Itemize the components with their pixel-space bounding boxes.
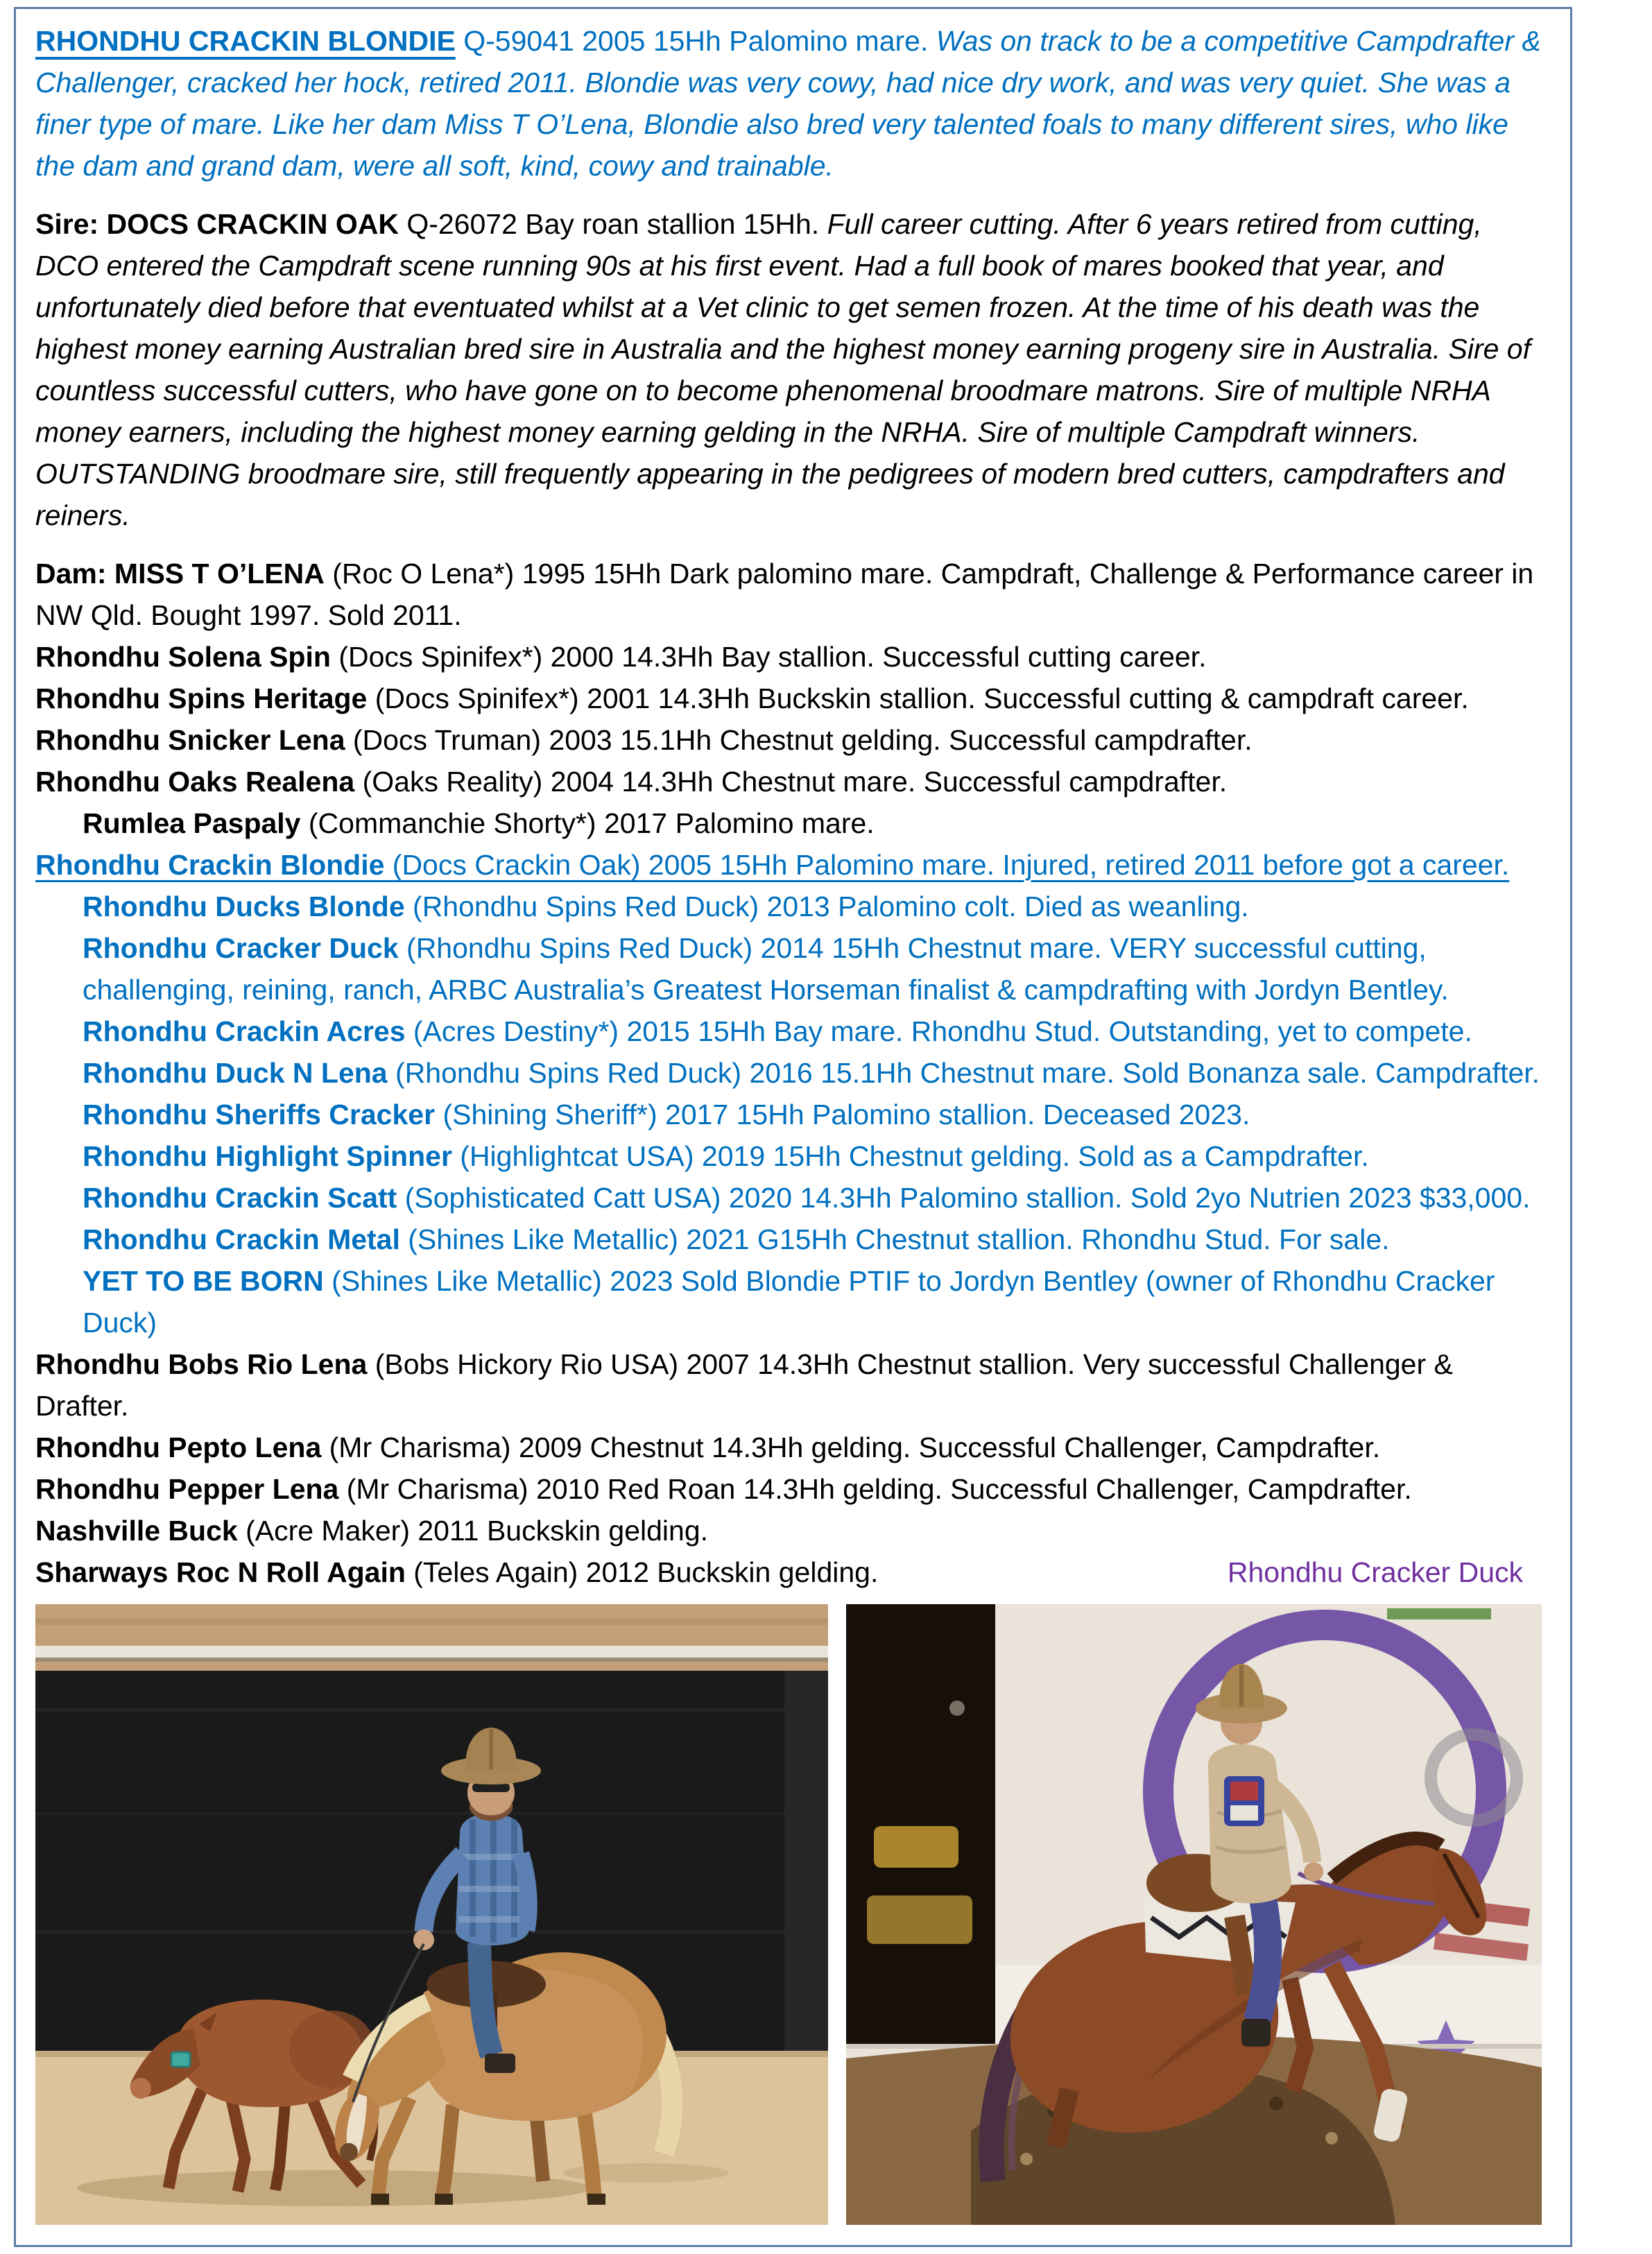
horse-name: Rhondhu Spins Heritage bbox=[35, 682, 368, 714]
pedigree-line bbox=[35, 1551, 878, 1593]
horse-name: Rhondhu Highlight Spinner bbox=[83, 1140, 452, 1172]
pedigree-line bbox=[35, 1010, 1551, 1052]
pedigree-line bbox=[35, 1052, 1551, 1094]
horse-details: (Docs Spinifex*) 2001 14.3Hh Buckskin stallion. Successful cutting & campdraft career. bbox=[367, 682, 1469, 714]
horse-details: (Shines Like Metallic) 2021 G15Hh Chestnut stallion. Rhondhu Stud. For sale. bbox=[399, 1223, 1390, 1255]
pedigree-line bbox=[35, 719, 1551, 761]
horse-name: Rhondhu Bobs Rio Lena bbox=[35, 1348, 368, 1380]
rider-jeans bbox=[1257, 1895, 1268, 2022]
horse-name: Rhondhu Sheriffs Cracker bbox=[83, 1099, 436, 1130]
pedigree-line bbox=[35, 1343, 1551, 1427]
pedigree-line bbox=[35, 1094, 1551, 1135]
photo-cutting-horse bbox=[35, 1604, 828, 2225]
sire-paragraph bbox=[35, 203, 1551, 536]
horse-name: Rhondhu Crackin Blondie bbox=[35, 849, 385, 881]
pedigree-line bbox=[35, 1219, 1551, 1260]
pedigree-line bbox=[35, 1260, 1551, 1343]
pedigree-line bbox=[35, 802, 1551, 844]
horse-name: Rhondhu Pepper Lena bbox=[35, 1473, 339, 1505]
header-description: Was on track to be a competitive Campdrafter & Challenger, cracked her hock, retired 2011. Blondie was very cowy, had nice dry work, and was very quiet. She was a finer type of mare. Like her dam Miss T O’Lena, Blondie also bred very talented foals to many different sires, who like the dam and grand dam, were all soft, kind, cowy and trainable. bbox=[35, 25, 1541, 182]
horse-name: Rhondhu Crackin Scatt bbox=[83, 1182, 397, 1214]
pedigree-line bbox=[35, 761, 1551, 802]
document-page bbox=[14, 7, 1572, 2247]
photo-reining-horse bbox=[846, 1604, 1542, 2225]
horse-details: (Mr Charisma) 2009 Chestnut 14.3Hh gelding. Successful Challenger, Campdrafter. bbox=[321, 1431, 1381, 1463]
horse-name: Rhondhu Solena Spin bbox=[35, 641, 331, 673]
horse-name: Rhondhu Oaks Realena bbox=[35, 766, 355, 798]
reining-photo-illustration bbox=[846, 1604, 1542, 2225]
horse-details: (Shines Like Metallic) 2023 Sold Blondie PTIF to Jordyn Bentley (owner of Rhondhu Cracker Duck) bbox=[83, 1265, 1495, 1339]
horse-name: Rhondhu Cracker Duck bbox=[83, 932, 399, 964]
horse-details: (Commanchie Shorty*) 2017 Palomino mare. bbox=[300, 807, 875, 839]
pedigree-line bbox=[35, 1427, 1551, 1468]
horse-name: Rumlea Paspaly bbox=[83, 807, 301, 839]
horse-details: (Highlightcat USA) 2019 15Hh Chestnut gelding. Sold as a Campdrafter. bbox=[451, 1140, 1369, 1172]
horse-details: (Rhondhu Spins Red Duck) 2014 15Hh Chestnut mare. VERY successful cutting, challenging, reining, ranch, ARBC Australia’s Greatest Horseman finalist & campdrafting with Jordyn Bentley. bbox=[83, 932, 1449, 1006]
horse-name: Rhondhu Crackin Metal bbox=[83, 1223, 400, 1255]
pedigree-line bbox=[35, 1135, 1551, 1177]
horse-name: Dam: MISS T O’LENA bbox=[35, 558, 325, 590]
pedigree-line bbox=[35, 553, 1551, 636]
sire-label: Sire: DOCS CRACKIN OAK bbox=[35, 208, 399, 240]
horse-details: (Rhondhu Spins Red Duck) 2016 15.1Hh Chestnut mare. Sold Bonanza sale. Campdrafter. bbox=[387, 1057, 1540, 1089]
horse-name: Rhondhu Snicker Lena bbox=[35, 724, 345, 756]
horse-name: Rhondhu Pepto Lena bbox=[35, 1431, 322, 1463]
pedigree-line bbox=[35, 886, 1551, 927]
sire-description: Full career cutting. After 6 years retired from cutting, DCO entered the Campdraft scene running 90s at his first event. Had a full book of mares booked that year, and unfortunately died before that eventuated whilst at a Vet clinic to get semen frozen. At the time of his death was the highest money earning Australian bred sire in Australia and the highest money earning progeny sire in Australia. Sire of countless successful cutters, who have gone on to become phenomenal broodmare matrons. Sire of multiple NRHA money earners, including the highest money earning gelding in the NRHA. Sire of multiple Campdraft winners. OUTSTANDING broodmare sire, still frequently appearing in the pedigrees of modern bred cutters, campdrafters and reiners. bbox=[35, 208, 1531, 531]
horse-name: Rhondhu Duck N Lena bbox=[83, 1057, 388, 1089]
horse-details: (Roc O Lena*) 1995 15Hh Dark palomino mare. Campdraft, Challenge & Performance career in NW Qld. Bought 1997. Sold 2011. bbox=[35, 558, 1534, 631]
horse-name: Nashville Buck bbox=[35, 1515, 238, 1547]
horse-details: (Teles Again) 2012 Buckskin gelding. bbox=[405, 1556, 879, 1588]
pedigree-line bbox=[35, 927, 1551, 1010]
horse-details: (Docs Truman) 2003 15.1Hh Chestnut gelding. Successful campdrafter. bbox=[345, 724, 1253, 756]
pedigree-list bbox=[35, 553, 1551, 1551]
horse-details: (Oaks Reality) 2004 14.3Hh Chestnut mare. Successful campdrafter. bbox=[354, 766, 1228, 798]
horse-details: (Docs Spinifex*) 2000 14.3Hh Bay stallion. Successful cutting career. bbox=[330, 641, 1207, 673]
horse-name-title[interactable]: RHONDHU CRACKIN BLONDIE bbox=[35, 25, 456, 57]
pedigree-line[interactable] bbox=[35, 844, 1551, 886]
horse-details: (Docs Crackin Oak) 2005 15Hh Palomino mare. Injured, retired 2011 before got a career. bbox=[384, 849, 1510, 881]
pedigree-line bbox=[35, 1468, 1551, 1510]
photo-row bbox=[35, 1604, 1551, 2225]
horse-details: (Shining Sheriff*) 2017 15Hh Palomino stallion. Deceased 2023. bbox=[435, 1099, 1250, 1130]
horse-details: (Rhondhu Spins Red Duck) 2013 Palomino colt. Died as weanling. bbox=[404, 891, 1249, 922]
header-registration: Q-59041 2005 15Hh Palomino mare. bbox=[455, 25, 936, 57]
horse-name: Sharways Roc N Roll Again bbox=[35, 1556, 406, 1588]
horse-name: YET TO BE BORN bbox=[83, 1265, 324, 1297]
horse-details: (Acre Maker) 2011 Buckskin gelding. bbox=[237, 1515, 709, 1547]
photo-caption: Rhondhu Cracker Duck bbox=[1227, 1556, 1523, 1588]
header-paragraph bbox=[35, 20, 1551, 187]
horse-details: (Mr Charisma) 2010 Red Roan 14.3Hh gelding. Successful Challenger, Campdrafter. bbox=[338, 1473, 1412, 1505]
horse-details: (Acres Destiny*) 2015 15Hh Bay mare. Rhondhu Stud. Outstanding, yet to compete. bbox=[405, 1015, 1472, 1047]
horse-name: Rhondhu Crackin Acres bbox=[83, 1015, 406, 1047]
horse-details: (Bobs Hickory Rio USA) 2007 14.3Hh Chestnut stallion. Very successful Challenger & Drafter. bbox=[35, 1348, 1453, 1422]
pedigree-line bbox=[35, 1510, 1551, 1551]
pedigree-last-line bbox=[35, 1551, 1551, 1593]
pedigree-line bbox=[35, 1177, 1551, 1219]
sire-registration: Q-26072 Bay roan stallion 15Hh. bbox=[398, 208, 827, 240]
horse-name: Rhondhu Ducks Blonde bbox=[83, 891, 405, 922]
pedigree-line bbox=[35, 678, 1551, 719]
cutting-photo-illustration bbox=[35, 1604, 828, 2225]
pedigree-line bbox=[35, 636, 1551, 678]
horse-details: (Sophisticated Catt USA) 2020 14.3Hh Palomino stallion. Sold 2yo Nutrien 2023 $33,000. bbox=[397, 1182, 1531, 1214]
